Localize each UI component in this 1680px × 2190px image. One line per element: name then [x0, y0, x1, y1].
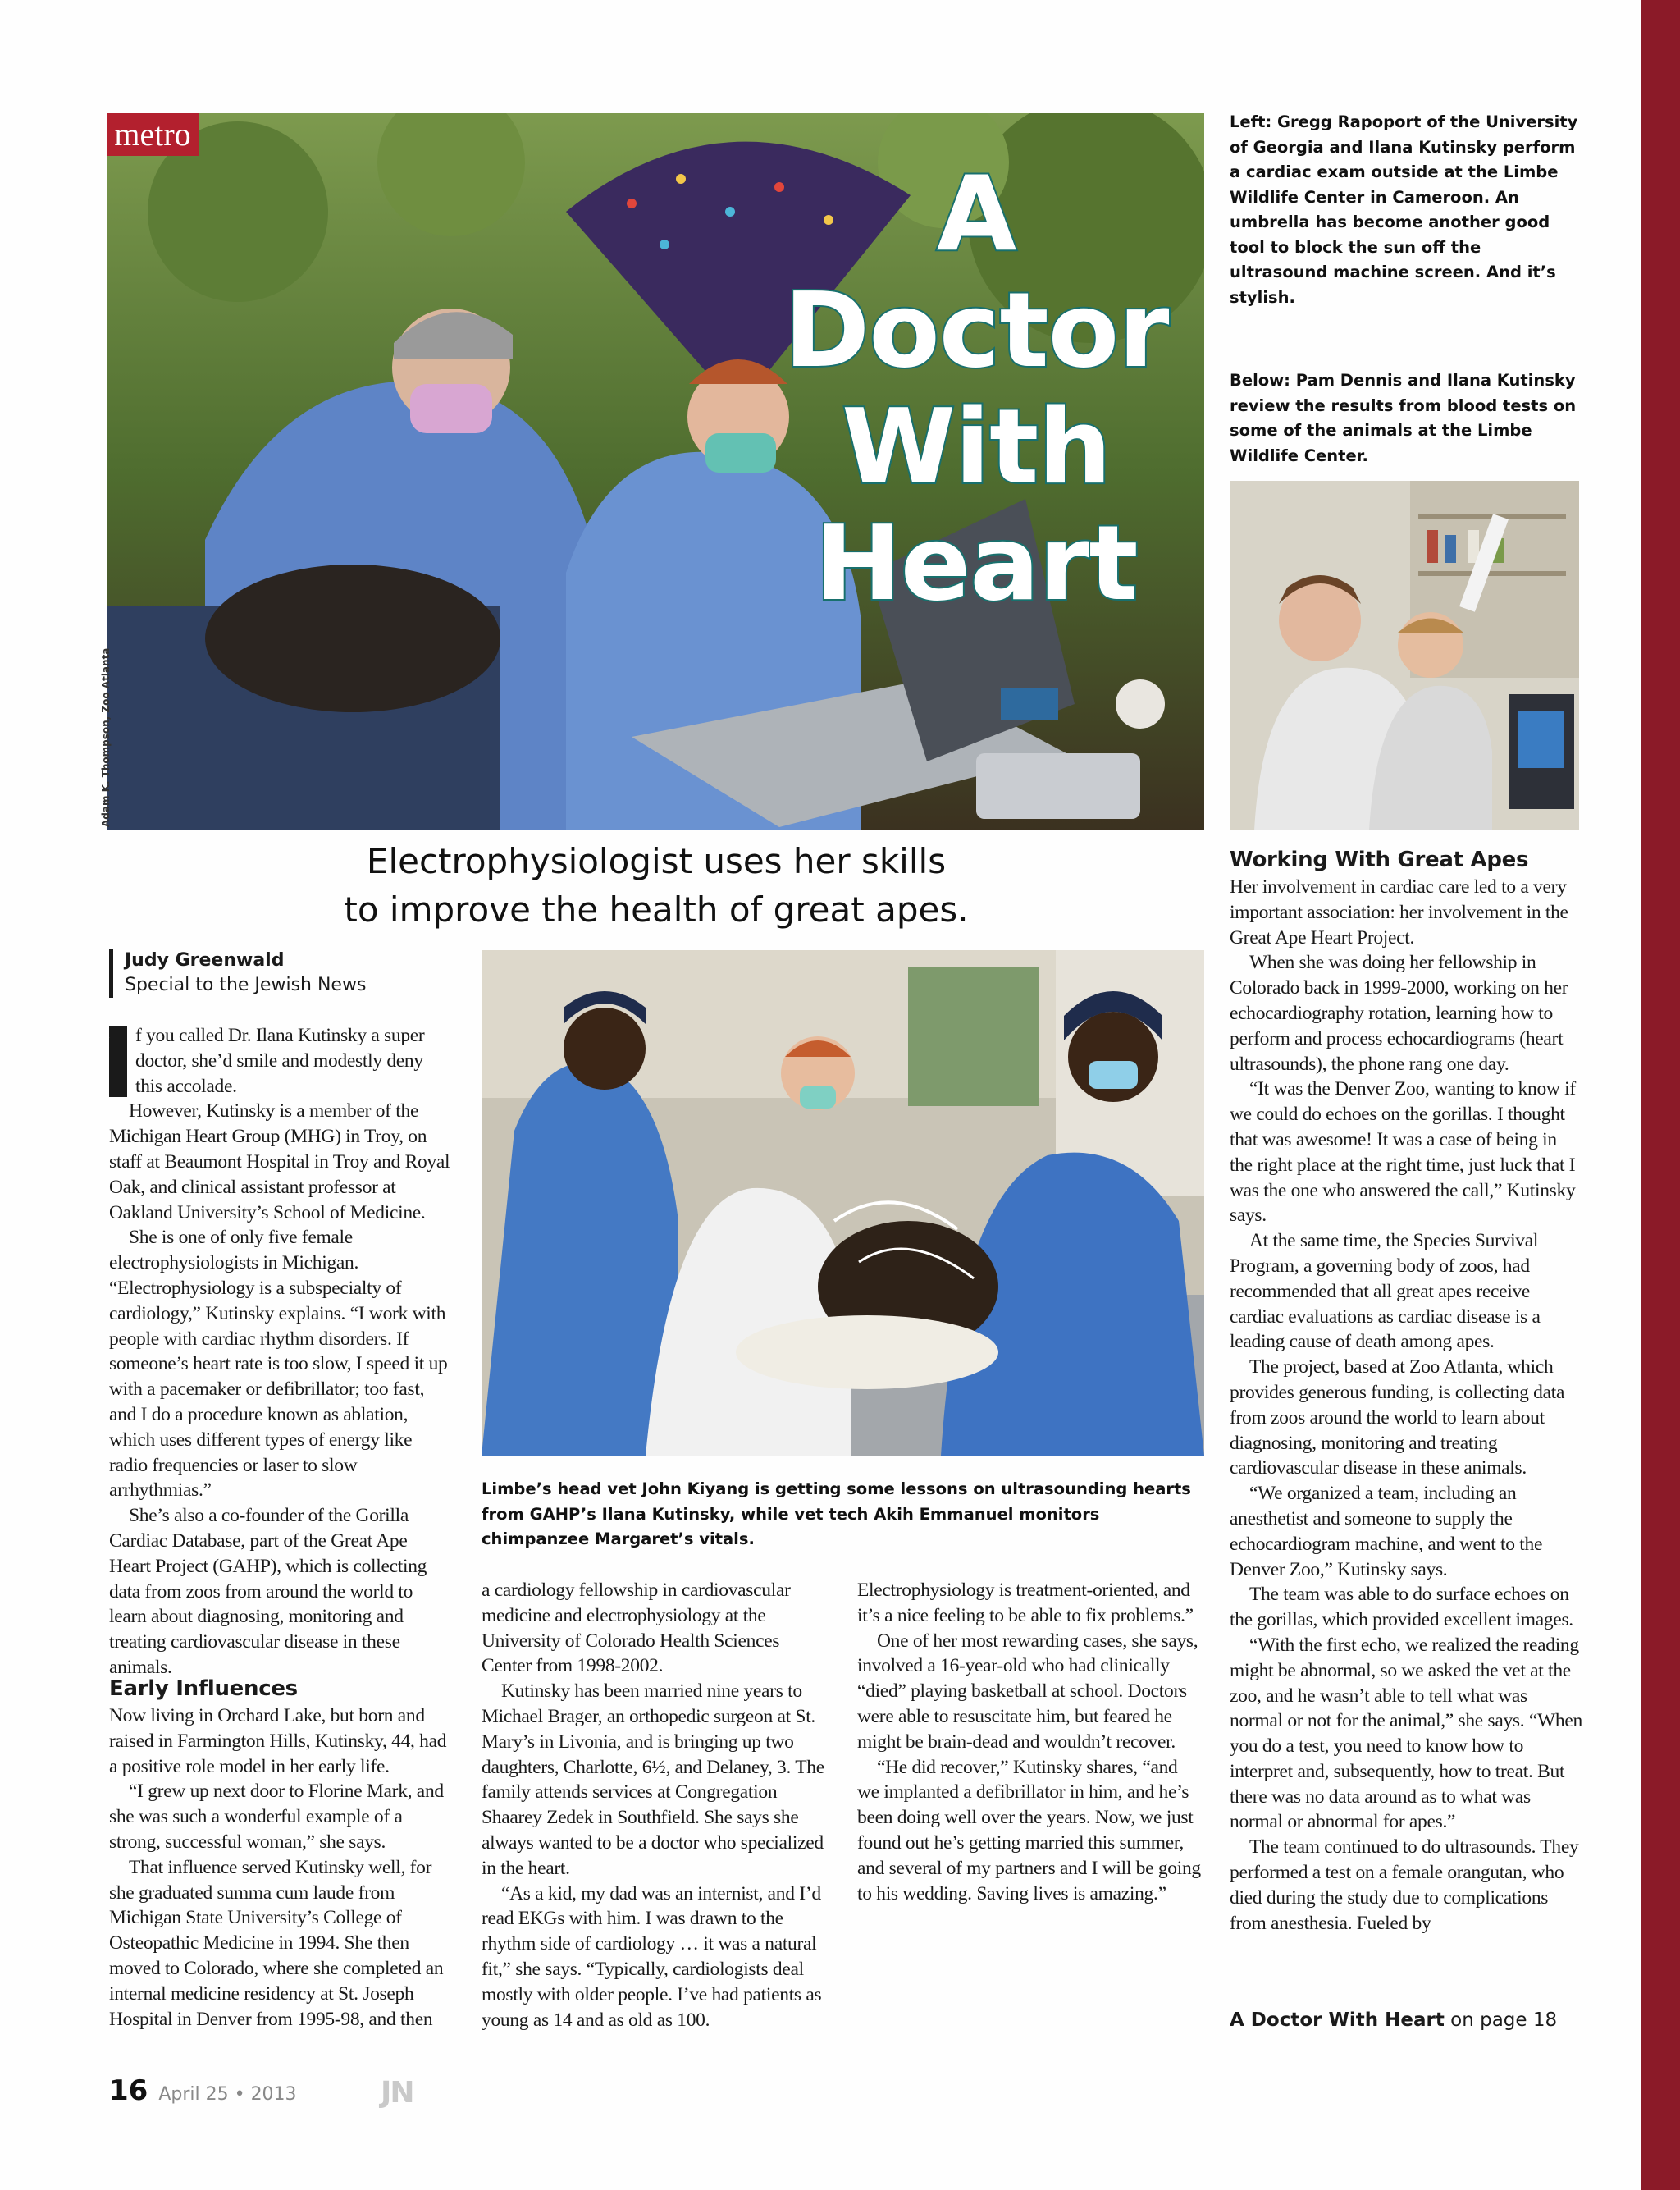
- paragraph: [109, 1023, 452, 1099]
- photo-credit: Adam K. Thompson, Zoo Atlanta: [100, 647, 112, 827]
- headline: [763, 153, 1189, 624]
- paragraph: However, Kutinsky is a member of the Michigan Heart Group (MHG) in Troy, on staff at Beaumont Hospital in Troy and Royal Oak, and clinical assistant professor at Oakland University’s School of Medicine.: [109, 1100, 450, 1223]
- paragraph: She’s also a co-founder of the Gorilla Cardiac Database, part of the Great Ape Heart Project (GAHP), which is collecting data from zoos from around the world to learn about diagnosing, monitoring and treating cardiovascular disease in these animals.: [109, 1505, 427, 1678]
- page-folio: [109, 2074, 297, 2111]
- article-column-1-top: [109, 1023, 452, 1680]
- lead-text: f you called Dr. Ilana Kutinsky a super doctor, she’d smile and modestly deny this accolade.: [135, 1025, 425, 1097]
- article-column-3: [857, 1578, 1203, 1906]
- paragraph: Electrophysiology is treatment-oriented, and it’s a nice feeling to be able to fix problems.”: [857, 1580, 1194, 1626]
- continued-jump-line: [1230, 2007, 1557, 2033]
- paragraph: One of her most rewarding cases, she says, involved a 16-year-old who had clinically “died” playing basketball at school. Doctors were able to resuscitate him, but feared he might be brain-dead and wouldn’t recover.: [857, 1630, 1198, 1753]
- side-photo: [1230, 481, 1579, 830]
- drop-cap: I: [109, 1026, 127, 1097]
- edge-color-bar: [1641, 0, 1680, 2190]
- paragraph: “As a kid, my dad was an internist, and I’d read EKGs with him. I was drawn to the rhythm side of cardiology … it was a natural fit,” she says. “Typically, cardiologists deal mostly with older people. I’ve had patients as young as 14 and as old as 100.: [482, 1882, 822, 2031]
- section-tag: metro: [107, 113, 199, 156]
- headline-line-4: Heart: [815, 503, 1138, 624]
- paragraph: The project, based at Zoo Atlanta, which provides generous funding, is collecting data from zoos around the world to learn about diagnosing, monitoring and treating cardiovascular disease in these animals.: [1230, 1356, 1565, 1479]
- paragraph: When she was doing her fellowship in Colorado back in 1999-2000, working on her echocardiography rotation, learning how to perform and process echocardiograms (heart ultrasounds), the phone rang one day.: [1230, 952, 1568, 1075]
- byline: [109, 949, 366, 998]
- subhead-early-influences: Early Influences: [109, 1676, 298, 1701]
- paragraph: That influence served Kutinsky well, for she graduated summa cum laude from Michigan State University’s College of Osteopathic Medicine in 1994. She then moved to Colorado, where she completed an internal medicine residency at St. Joseph Hospital in Denver from 1995-98, and then: [109, 1856, 444, 2030]
- article-column-4: [1230, 845, 1584, 1936]
- caption-below-photo: Below: Pam Dennis and Ilana Kutinsky review the results from blood tests on some of the animals at the Limbe Wildlife Center.: [1230, 371, 1577, 465]
- paragraph: Her involvement in cardiac care led to a very important association: her involvement in the Great Ape Heart Project.: [1230, 876, 1568, 949]
- deck-line-2: to improve the health of great apes.: [344, 889, 969, 930]
- paragraph: “It was the Denver Zoo, wanting to know if we could do echoes on the gorillas. I thought that was awesome! It was a case of being in the right place at the right time, just luck that I was the one who answered the call,” Kutinsky says.: [1230, 1078, 1576, 1227]
- author-name: Judy Greenwald: [125, 950, 285, 971]
- deck-line-1: Electrophysiologist uses her skills: [366, 841, 947, 881]
- paragraph: She is one of only five female electrophysiologists in Michigan. “Electrophysiology is a subspecialty of cardiology,” Kutinsky explains. “I work with people with cardiac rhythm disorders. If someone’s heart rate is too slow, I speed it up with a pacemaker or defibrillator; too fast, and I do a procedure known as ablation, which uses different types of energy like radio frequencies or laser to slow arrhythmias.”: [109, 1227, 448, 1502]
- jn-logo: JN: [381, 2076, 413, 2110]
- continued-page: on page 18: [1450, 2009, 1558, 2031]
- paragraph: “With the first echo, we realized the reading might be abnormal, so we asked the vet at the zoo, and he wasn’t able to tell what was normal or not for the animal,” she says. “When you do a test, you need to know how to interpret and, subsequently, how to treat. But there was no data around as to what was normal or abnormal for apes.”: [1230, 1634, 1582, 1833]
- caption-main-photo: Limbe’s head vet John Kiyang is getting some lessons on ultrasounding hearts from GAHP’s Ilana Kutinsky, while vet tech Akih Emmanuel monitors chimpanzee Margaret’s vitals.: [482, 1479, 1191, 1548]
- paragraph: “We organized a team, including an anesthetist and someone to supply the echocardiogram machine, and went to the Denver Zoo,” Kutinsky says.: [1230, 1483, 1543, 1580]
- article-column-1-bottom: [109, 1674, 452, 2032]
- headline-line-3: With: [841, 386, 1112, 507]
- paragraph: “I grew up next door to Florine Mark, and she was such a wonderful example of a strong, successful woman,” she says.: [109, 1781, 444, 1853]
- issue-date: April 25 • 2013: [158, 2084, 297, 2105]
- headline-line-2: Doctor: [783, 270, 1169, 391]
- paragraph: At the same time, the Species Survival Program, a governing body of zoos, had recommended that all great apes receive cardiac evaluations as cardiac disease is a leading cause of death among apes.: [1230, 1230, 1541, 1353]
- paragraph: The team was able to do surface echoes on the gorillas, which provided excellent images.: [1230, 1584, 1573, 1631]
- article-column-2: [482, 1578, 826, 2032]
- paragraph: Now living in Orchard Lake, but born and raised in Farmington Hills, Kutinsky, 44, had a positive role model in her early life.: [109, 1705, 447, 1777]
- continued-title: A Doctor With Heart: [1230, 2009, 1445, 2031]
- paragraph: a cardiology fellowship in cardiovascular medicine and electrophysiology at the University of Colorado Health Sciences Center from 1998-2002.: [482, 1580, 791, 1677]
- paragraph: The team continued to do ultrasounds. They performed a test on a female orangutan, who died during the study due to complications from anesthesia. Fueled by: [1230, 1836, 1579, 1934]
- caption-left-photo: Left: Gregg Rapoport of the University of Georgia and Ilana Kutinsky perform a cardiac exam outside at the Limbe Wildlife Center in Cameroon. An umbrella has become another good tool to block the sun off the ultrasound machine screen. And it’s stylish.: [1230, 112, 1578, 307]
- paragraph: Kutinsky has been married nine years to Michael Brager, an orthopedic surgeon at St. Mary’s in Livonia, and is bringing up two daughters, Charlotte, 6½, and Delaney, 3. The family attends services at Congregation Shaarey Zedek in Southfield. She says she always wanted to be a doctor who specialized in the heart.: [482, 1680, 824, 1879]
- headline-line-1: A: [936, 153, 1016, 274]
- author-affiliation: Special to the Jewish News: [125, 975, 367, 995]
- paragraph: “He did recover,” Kutinsky shares, “and we implanted a defibrillator in him, and he’s been doing well over the years. Now, we just found out he’s getting married this summer, and several of my partners and I will be going to his wedding. Saving lives is amazing.”: [857, 1756, 1201, 1904]
- main-photo: [482, 950, 1204, 1456]
- subhead-working-with-great-apes: Working With Great Apes: [1230, 848, 1529, 872]
- page-number: 16: [109, 2074, 148, 2107]
- deck-subheadline: [271, 837, 1042, 934]
